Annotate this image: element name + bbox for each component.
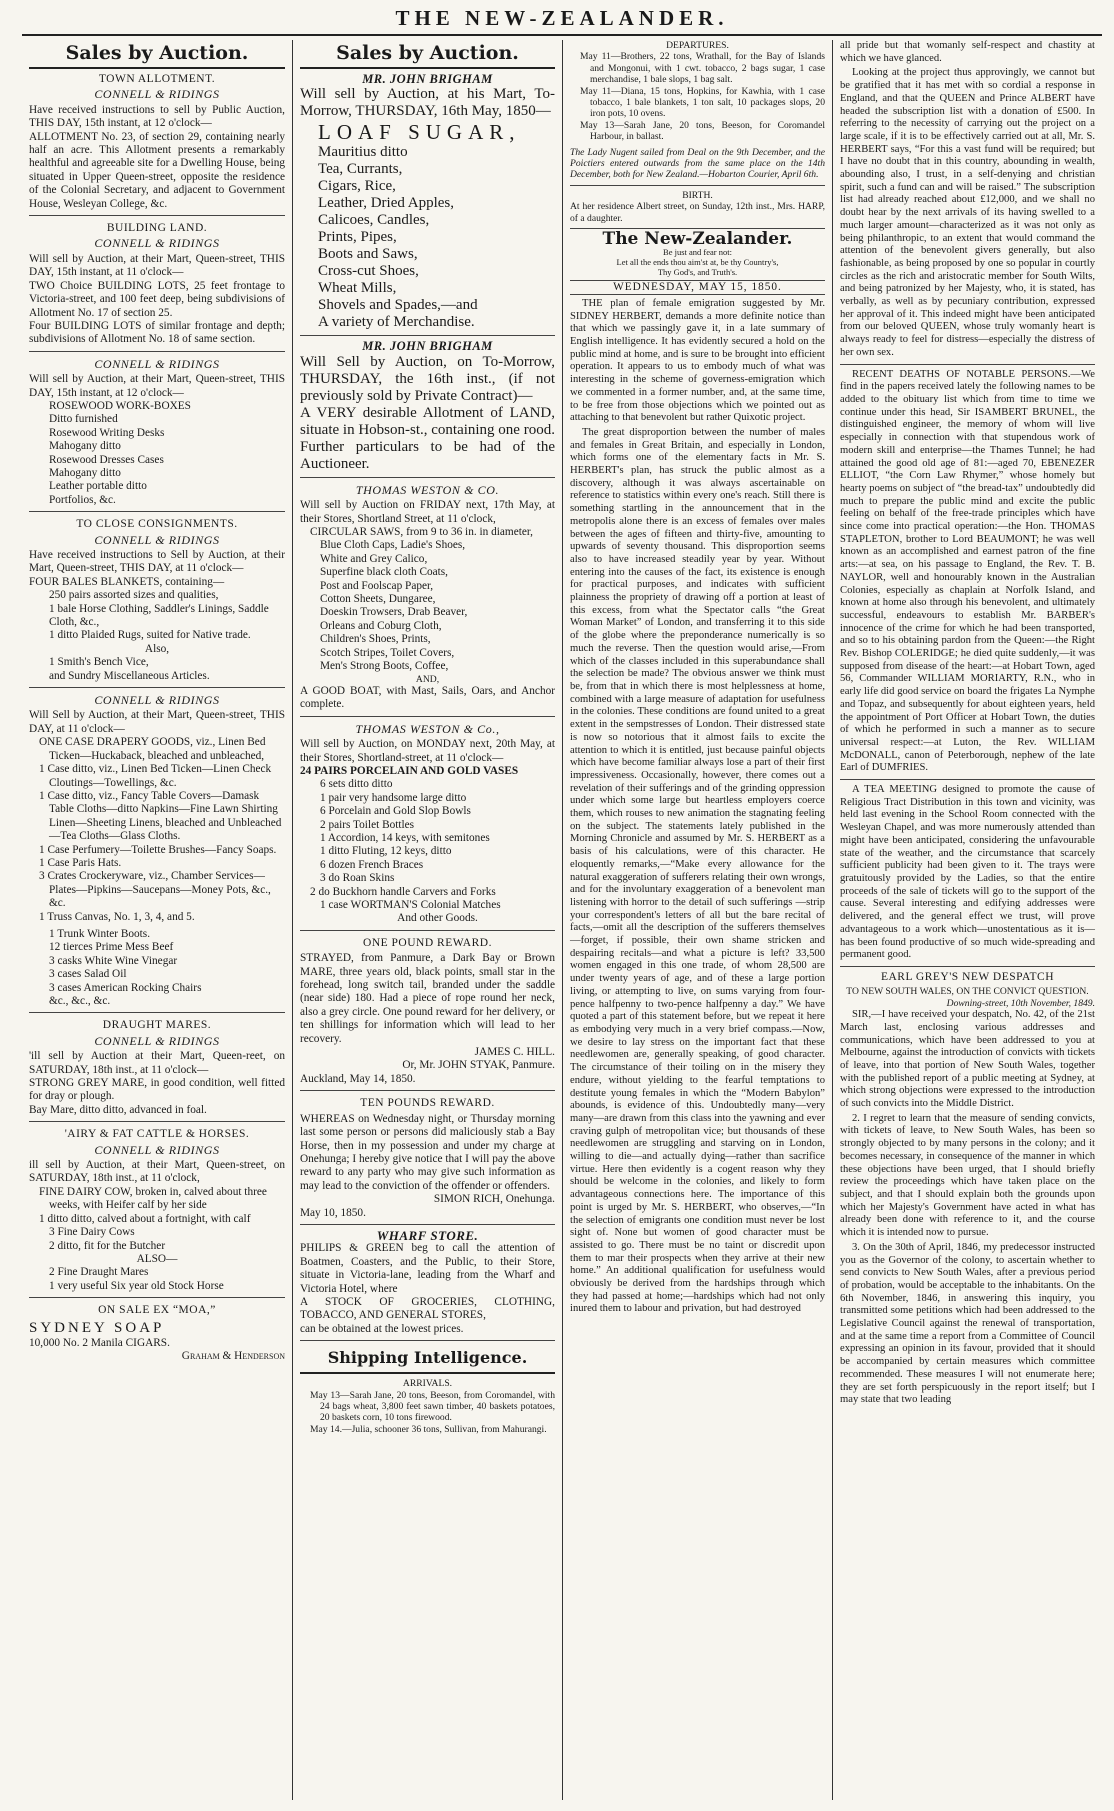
rosewood-ad [29, 351, 285, 507]
list-item: Cotton Sheets, Dungaree, [320, 593, 436, 606]
list-item: 1 Case ditto, viz., Linen Bed Ticken—Linen Check Cloutings—Towellings, &c. [39, 763, 272, 789]
list-item: Post and Foolscap Paper, [320, 579, 434, 592]
divider [840, 966, 1095, 967]
wharf-store-ad [300, 1224, 555, 1336]
ad-body-2: 10,000 No. 2 Manila CIGARS. [29, 1336, 170, 1349]
list-item: Rosewood Writing Desks [49, 426, 165, 439]
ad-intro: ill sell by Auction, at their Mart, Queen-street, on SATURDAY, 18th inst., at 11 o'clock, [29, 1159, 285, 1185]
ad-heading: WHARF STORE. [376, 1227, 479, 1243]
ad-body-3: can be obtained at the lowest prices. [300, 1322, 464, 1335]
article-paragraph: 3. On the 30th of April, 1846, my predecessor instructed you as the Governor of the colony, to ascertain whether to send convicts to New South Wales, after a previous period of probation, would be acceptable to the inhabitants. On the 6th November, 1846, in answering this inquiry, you transmitted some petitions which had been addressed to the Legislative Council against the renewal of transportation, and at the same time a report from a Committee of Council expressing an opinion in its favour, provided that it should be accompanied by certain measures which committee recommended. These measures I will not enumerate here; they are set forth perspicuously in the report itself; but I may state that two leading [840, 1241, 1095, 1406]
arrival-entry: May 13—Sarah Jane, 20 tons, Beeson, from Coromandel, with 24 bags wheat, 3,800 feet sawn timber, 40 baskets potatoes, 20 baskets corn, 10 tons firewood. [310, 1389, 555, 1424]
arrival-entry: May 14.—Julia, schooner 36 tons, Sullivan, from Mahurangi. [310, 1423, 547, 1435]
divider [840, 364, 1095, 365]
columns [22, 40, 1102, 1800]
list-item: CIRCULAR SAWS, from 9 to 36 in. in diameter, [310, 526, 533, 539]
ad-intro: 'ill sell by Auction at their Mart, Queen-reet, on SATURDAY, 18th inst., at 11 o'clock— [29, 1050, 285, 1076]
item-list [29, 656, 285, 683]
brigham-land-ad [300, 335, 555, 472]
auctioneer-name: CONNELL & RIDINGS [94, 236, 220, 251]
soap-cigars-ad [29, 1297, 285, 1363]
list-item: 3 casks White Wine Vinegar [49, 954, 178, 967]
list-item: 250 pairs assorted sizes and qualities, [49, 589, 219, 602]
list-item: Calicoes, Candles, [318, 212, 430, 229]
list-item: 3 Fine Dairy Cows [49, 1226, 135, 1239]
also-label: ALSO— [136, 1252, 178, 1265]
article-paragraph: RECENT DEATHS OF NOTABLE PERSONS.—We find in the papers received lately the following names to be added to the obituary list which from time to time we continue under this head, Sir ISAMBERT BRUNEL, the distinguished engineer, the memory of whom will live especially in connection with that stupendous work of modern skill and enterprise—the Thames Tunnel; he had attained the good old age of 81:—aged 70, EBENEZER ELLIOT, “the Corn Law Rhymer,” whose homely but hearty poems on subject of “the bread-tax” undoubtedly did much to prepare the public mind and excite the public feeling on behalf of the free-trade principles which have since come into practical operation:—the Hon. THOMAS STAPLETON, brother to Lord BEAUMONT; he was well known as an accomplished and earnest patron of the fine arts:—at sea, on his passage to England, the Rev. T. B. NAYLOR, well and honourably known in the Australian Colonies, especially as chaplain at Norfolk Island, and known at home also through his benevolent, and ultimately successful, endeavours to establish Mr. BARBER's innocence of the crime for which he had been transported, and so to his obtaining pardon from the Queen:—the Right Rev. Bishop COLERIDGE; he died quite suddenly,—it was supposed from disease of the heart:—at Hobart Town, aged 56, Commander WILLIAM MORIARTY, R.N., who in early life did good service on board the frigates La Nymphe and Topaz, and subsequently for about eighteen years, held the appointment of Port Officer at Hobart Town, the duties of which he performed in such a manner as to secure universal respect:—at Luton, the Rev. WILLIAM McDONALL, canon of Peterborough, nephew of the late Earl of DUMFRIES. [840, 368, 1095, 774]
ad-body: WHEREAS on Wednesday night, or Thursday morning last some person or persons did maliciously stab a Bay Horse, then in my possession and under my charge at Onehunga; I hereby give notice that I will pay the above reward to any party who may give such information as may lead to the conviction of the offender or offenders. [300, 1112, 555, 1192]
article-paragraph: Looking at the project thus approvingly, we cannot but be gratified that it has met with so cordial a response in England, and that the QUEEN and Prince ALBERT have headed the subscription list with a donation of £500. In referring to the necessity of carrying out the project on a large scale, if it is to be effectively carried out at all, Mr. S. HERBERT says, “For this a vast fund will be required; but I have no doubt that in this country, abounding in wealth, abounding also, I trust, in a self-denying and christian spirit, such a fund can and will be raised.” The subscription list had already reached about £12,000, and we shall no doubt hear by the next arrivals of its having swelled to a much larger amount—characterized as it was not only as being philanthropic, to an extent that would command the attention of the benevolent givers generally, but also fashionable, as being proposed by one so popular in courtly circles as the rich and aristocratic member for South Wilts, and being patronized by her Majesty, who, it is stated, has verbally, as well as by pecuniary contribution, expressed her approval of it. This indeed might have been anticipated from our beloved QUEEN, whose truly womanly heart is always ready to feel for distress—especially the distress of her own sex. [840, 67, 1095, 358]
ad-lead: 24 PAIRS PORCELAIN AND GOLD VASES [300, 764, 519, 777]
auctioneer-name: CONNELL & RIDINGS [94, 532, 220, 547]
auctioneer-name: CONNELL & RIDINGS [94, 1033, 220, 1048]
ad-date: May 10, 1850. [300, 1206, 366, 1219]
dateline: WEDNESDAY, MAY 15, 1850. [570, 280, 825, 295]
list-item: 1 pair very handsome large ditto [320, 791, 467, 804]
list-item: 3 do Roan Skins [320, 872, 395, 885]
draught-mares-ad [29, 1012, 285, 1117]
departure-entry: May 11—Brothers, 22 tons, Wrathall, for the Bay of Islands and Mongonui, with 1 cwt. tobacco, 2 bags sugar, 1 case merchandise, 1 bale slops, 1 bag salt. [580, 51, 825, 86]
list-item: 1 Case Perfumery—Toilette Brushes—Fancy Soaps. [39, 843, 277, 856]
ad-signature: JAMES C. HILL. [474, 1046, 555, 1059]
article-paragraph: 2. I regret to learn that the measure of sending convicts, with tickets of leave, to New South Wales, has been so strongly objected to by many persons in the colony; and it becomes necessary, in consequence of the manner in which these objections have been urged, that I should briefly review the proceedings which have taken place on the subject, and that I should explain both the grounds upon which her Majesty's Government have acted in what has already been done with reference to it, and the course which it is intended now to pursue. [840, 1112, 1095, 1239]
list-item: Children's Shoes, Prints, [320, 633, 431, 646]
masthead: THE NEW-ZEALANDER. [22, 6, 1102, 36]
article-paragraph: THE plan of female emigration suggested by Mr. SIDNEY HERBERT, demands a more definite notice than that which we passingly gave it, in a late summary of English intelligence. It has evidently secured a hold on the public mind at home, and is sure to be brought into efficient operation. It appears to us to embody much of what was interesting in the scheme of governess-emigration which we commented in a former number, and, at the same time, to be free from those objections which we pointed out as attaching to that benevolent but rather Quixotic project. [570, 297, 825, 424]
dairy-cattle-ad [29, 1121, 285, 1293]
list-item: Ditto furnished [49, 413, 118, 426]
list-item: 6 Porcelain and Gold Slop Bowls [320, 805, 471, 818]
editorial-article [570, 298, 825, 1316]
ad-body: PHILIPS & GREEN beg to call the attention of Boatmen, Coasters, and the Public, to their Store, situate in Victoria-lane, leading from the Wharf and Victoria Hotel, where [300, 1242, 555, 1295]
one-pound-reward-ad [300, 930, 555, 1086]
list-item: ONE CASE DRAPERY GOODS, viz., Linen Bed Ticken—Huckaback, bleached and unbleached, [39, 736, 266, 762]
list-item: Rosewood Dresses Cases [49, 453, 164, 466]
despatch-text [840, 1009, 1095, 1407]
list-item: Shovels and Spades,—and [318, 297, 478, 314]
list-item: Mahogany ditto [49, 466, 121, 479]
list-item: Tea, Currants, [318, 161, 403, 178]
ad-intro: Will sell by Auction, at their Mart, Queen-street, THIS DAY, 15th instant, at 12 o'clock— [29, 373, 285, 399]
ad-body: SYDNEY SOAP [29, 1319, 165, 1336]
ad-heading: TO CLOSE CONSIGNMENTS. [76, 518, 238, 531]
item-list [29, 1266, 285, 1293]
motto-line: Let all the ends thou aim'st at, be thy Country's, [616, 256, 779, 267]
despatch-heading: EARL GREY'S NEW DESPATCH [880, 970, 1055, 983]
column-1 [22, 40, 292, 1800]
list-item: 1 Truss Canvas, No. 1, 3, 4, and 5. [39, 910, 195, 923]
ad-lead: FOUR BALES BLANKETS, containing— [29, 575, 225, 588]
list-item: White and Grey Calico, [320, 552, 428, 565]
column-2 [292, 40, 562, 1800]
ad-intro: Will sell by Auction on FRIDAY next, 17th May, at their Stores, Shortland Street, at 11 o'clock, [300, 499, 555, 525]
ad-body: STRAYED, from Panmure, a Dark Bay or Brown MARE, three years old, black points, small star in the forehead, long switch tail, branded under the saddle (near side) 180. Had a piece of rope round her neck, also a grey circle. One pound reward for her delivery, or ten shillings for information which will lead to her recovery. [300, 952, 555, 1045]
departures-label: DEPARTURES. [666, 40, 729, 51]
list-item: Mauritius ditto [318, 144, 408, 161]
auctioneer-name: CONNELL & RIDINGS [94, 356, 220, 371]
item-list [29, 736, 285, 924]
close-consignments-ad [29, 511, 285, 683]
list-item: Doeskin Trowsers, Drab Beaver, [320, 606, 468, 619]
list-item: Prints, Pipes, [318, 229, 397, 246]
list-item: ROSEWOOD WORK-BOXES [49, 399, 191, 412]
auction-banner: Sales by Auction. [300, 42, 555, 69]
article-paragraph: all pride but that womanly self-respect and chastity at which we have glanced. [840, 40, 1095, 64]
list-item: Boots and Saws, [318, 246, 418, 263]
item-list [300, 120, 555, 331]
list-item: 6 sets ditto ditto [320, 778, 393, 791]
ad-intro: Will sell by Auction, on MONDAY next, 20th May, at their Stores, Shortland-street, at 11 o'clock— [300, 738, 555, 764]
editorial-article-continued [840, 40, 1095, 360]
auctioneer-name: THOMAS WESTON & CO. [355, 482, 500, 497]
shipping-intelligence [300, 1340, 555, 1435]
item-list [29, 589, 285, 643]
auctioneer-name: THOMAS WESTON & Co., [355, 721, 500, 736]
brigham-merchandise-ad [300, 73, 555, 331]
list-item: Cross-cut Shoes, [318, 263, 419, 280]
list-item: 1 Smith's Bench Vice, [49, 656, 149, 669]
list-item: Mahogany ditto [49, 440, 121, 453]
ad-body-2: Four BUILDING LOTS of similar frontage and depth; subdivisions of Allotment No. 18 of same section. [29, 319, 285, 346]
list-item: LOAF SUGAR, [318, 120, 521, 145]
list-item: FINE DAIRY COW, broken in, calved about three weeks, with Heifer calf by her side [39, 1185, 267, 1212]
item-list [29, 1186, 285, 1253]
list-item: 1 Case Paris Hats. [39, 856, 122, 869]
ad-body-2: Bay Mare, ditto ditto, advanced in foal. [29, 1103, 207, 1116]
article-paragraph: A TEA MEETING designed to promote the cause of Religious Tract Distribution in this town and vicinity, was held last evening in the School Room connected with the Wesleyan Chapel, and was more numerously attended than might have been anticipated, considering the unfavourable state of the weather, and the circumstance that scarcely sufficient publicity had been given to it. The trays were gratuitously provided by the Ladies, so that the entire proceeds of the sale of tickets will go to the support of the cause. Several interesting and edifying addresses were delivered, and the general effect we trust, will prove advantageous to a work which—unostentatious as it is—has been found productive of so much wide-spreading and permanent good. [840, 784, 1095, 961]
list-item: Cigars, Rice, [318, 178, 396, 195]
list-item: 1 ditto Fluting, 12 keys, ditto [320, 845, 452, 858]
column-3 [562, 40, 832, 1800]
ad-heading: TEN POUNDS REWARD. [360, 1097, 495, 1110]
shipping-banner: Shipping Intelligence. [300, 1347, 555, 1374]
list-item: 1 Case ditto, viz., Fancy Table Covers—Damask Table Cloths—ditto Napkins—Fine Lawn Shirting Linen—Sheeting Linens, bleached and Unbleached—Tea Cloths—Glass Cloths. [39, 789, 282, 843]
despatch-subheading: TO NEW SOUTH WALES, ON THE CONVICT QUESTION. [846, 986, 1089, 998]
list-item: 2 do Buckhorn handle Carvers and Forks [310, 885, 496, 898]
ad-heading: BUILDING LAND. [106, 222, 208, 235]
weston-friday-ad [300, 477, 555, 712]
list-item: Leather, Dried Apples, [318, 195, 455, 212]
ad-intro: Have received instructions to Sell by Auction, at their Mart, Queen-street, THIS DAY, at 11 o'clock— [29, 549, 285, 575]
also-label: Also, [144, 642, 170, 655]
list-item: 1 ditto Plaided Rugs, suited for Native trade. [49, 629, 251, 642]
tea-meeting-item [840, 784, 1095, 962]
ad-body: TWO Choice BUILDING LOTS, 25 feet frontage to Victoria-street, and 100 feet deep, being subdivisions of Allotment No. 17 of section 25. [29, 279, 285, 319]
list-item: 1 ditto ditto, calved about a fortnight, with calf [39, 1212, 251, 1225]
item-list [29, 400, 285, 507]
ad-body: A GOOD BOAT, with Mast, Sails, Oars, and Anchor complete. [300, 684, 555, 711]
ad-body-2: Further particulars to be had of the Auctioneer. [300, 438, 555, 472]
ad-heading: ONE POUND REWARD. [363, 936, 492, 949]
paper-nameplate: The New-Zealander. [602, 229, 793, 250]
ad-signature: Graham & Henderson [181, 1349, 285, 1362]
divider [840, 779, 1095, 780]
ad-body: STRONG GREY MARE, in good condition, well fitted for dray or plough. [29, 1077, 285, 1103]
ad-heading: 'AIRY & FAT CATTLE & HORSES. [64, 1128, 250, 1141]
list-item: 1 case WORTMAN'S Colonial Matches [320, 899, 501, 911]
item-list [300, 526, 555, 673]
birth-notice: At her residence Albert street, on Sunday, 12th inst., Mrs. HARP, of a daughter. [570, 201, 825, 224]
building-land-ad [29, 215, 285, 347]
ad-intro: Will Sell by Auction, at their Mart, Queen-street, THIS DAY, at 11 o'clock— [29, 709, 285, 735]
auctioneer-name: MR. JOHN BRIGHAM [362, 339, 493, 354]
list-item: 1 Trunk Winter Boots. [49, 927, 151, 940]
auctioneer-name: MR. JOHN BRIGHAM [362, 72, 493, 86]
list-item: 1 bale Horse Clothing, Saddler's Linings, Saddle Cloth, &c., [49, 602, 269, 629]
auctioneer-name: CONNELL & RIDINGS [94, 1142, 220, 1157]
ad-intro: Will Sell by Auction, on To-Morrow, THURSDAY, the 16th inst., (if not previously sold by Private Contract)— [300, 353, 555, 404]
auction-banner: Sales by Auction. [29, 42, 285, 69]
departure-entry: May 13—Sarah Jane, 20 tons, Beeson, for Coromandel Harbour, in ballast. [580, 119, 825, 143]
list-item: Men's Strong Boots, Coffee, [320, 660, 449, 673]
list-item: 2 Fine Draught Mares [49, 1266, 149, 1279]
article-paragraph: SIR,—I have received your despatch, No. 42, of the 21st March last, enclosing various addresses and communications, which have been addressed to you at Melbourne, against the introduction of convicts with tickets of leave, into that portion of New South Wales, together with the published report of a public meeting at Sydney, at which strong objections were expressed to the introduction of such convicts into the Middle District. [840, 1009, 1095, 1110]
town-allotment-ad [29, 73, 285, 211]
motto-line: Thy God's, and Truth's. [657, 266, 738, 277]
ad-signature-2: Or, Mr. JOHN STYAK, Panmure. [402, 1059, 555, 1072]
list-item: 2 ditto, fit for the Butcher [49, 1239, 166, 1252]
list-item: Superfine black cloth Coats, [320, 566, 449, 579]
ad-intro: Have received instructions to sell by Public Auction, THIS DAY, 15th instant, at 12 o'clock— [29, 103, 285, 130]
item-list [300, 778, 555, 925]
list-item: Orleans and Coburg Cloth, [320, 619, 442, 632]
list-item: Blue Cloth Caps, Ladie's Shoes, [320, 539, 466, 552]
ad-heading: ON SALE EX “MOA,” [98, 1304, 216, 1317]
ad-intro: Will sell by Auction, at their Mart, Queen-street, THIS DAY, 15th instant, at 11 o'clock— [29, 252, 285, 279]
departure-entry: May 11—Diana, 15 tons, Hopkins, for Kawhia, with 1 case tobacco, 1 bale blankets, 1 ton salt, 10 packages slops, 20 iron pots, 10 ovens. [580, 85, 825, 120]
motto-line: Be just and fear not: [663, 246, 732, 257]
drapery-ad [29, 687, 285, 1008]
ad-heading: DRAUGHT MARES. [102, 1019, 212, 1032]
list-item: Leather portable ditto [49, 480, 147, 493]
list-item: &c., &c., &c. [49, 995, 111, 1007]
ad-heading: TOWN ALLOTMENT. [98, 73, 216, 85]
list-item: 1 very useful Six year old Stock Horse [49, 1279, 224, 1292]
despatch-date: Downing-street, 10th November, 1849. [946, 997, 1095, 1009]
ad-body: ALLOTMENT No. 23, of section 29, containing nearly half an acre. This Allotment presents a remarkably healthful and agreeable site for a Dwelling House, being situated in Upper Queen-street, opposite the residence of the Colonial Secretary, and adjacent to Government House, Wesleyan College, &c. [29, 130, 285, 210]
ad-date: Auckland, May 14, 1850. [300, 1072, 416, 1085]
list-item: 6 dozen French Braces [320, 858, 424, 871]
shipping-note: The Lady Nugent sailed from Deal on the 9th December, and the Poictiers entered outwards from the same place on the 14th December, both for New Zealand.—Hobarton Courier, April 6th. [570, 146, 825, 181]
item-list [29, 928, 285, 1008]
list-item: 3 cases Salad Oil [49, 968, 127, 981]
ad-signature: SIMON RICH, Onehunga. [433, 1193, 555, 1206]
list-item: 2 pairs Toilet Bottles [320, 818, 415, 831]
list-item: 3 cases American Rocking Chairs [49, 981, 202, 994]
ad-body-2: A STOCK OF GROCERIES, CLOTHING, TOBACCO, AND GENERAL STORES, [300, 1295, 555, 1322]
ad-body: A VERY desirable Allotment of LAND, situate in Hobson-st., containing one rood. [300, 404, 555, 438]
list-item: Scotch Stripes, Toilet Covers, [320, 646, 455, 659]
article-paragraph: The great disproportion between the number of males and females in Great Britain, and especially in London, which forms one of the elementary facts in Mr. S. HERBERT's plan, has struck the public almost as a discovery, although it was always ascertainable on reference to statistics within every one's reach. Still there is something startling in the announcement that in the metropolis alone there is an excess of females over males between the ages of fifteen and thirty-five, amounting to upwards of seventy thousand. This disproportion seems also to have increased steadily year by year. Without entering into the causes of the fact, its existence is enough for practical purposes, and indicates with sufficient plainness the propriety of drawing off a portion at least of this excess, from what the Spectator calls “the Great Woman Market” of London, and transferring it to this side of the globe where the preponderance numerically is so much the reverse. Then the question would arise,—From which of the classes included in this superabundance shall the selection be made? The obvious answer we think must be, from that in which there is most helplessness at home, combined with a large measure of adaptation for usefulness in the colonies. These conditions are found united to a great extent in the sempstresses of London. Their distressed state is now so notorious that it almost fails to excite the attention to which it is entitled, just because painful objects which have become familiar always lose a part of their first impressiveness. Occasionally, however, there comes out a revelation of their sufferings and of the grinding oppression under which some large but heartless employers coerce them, which rouses to new animation the stagnating feeling on the subject. The statements lately published in the Morning Chronicle and assumed by Mr. S. HERBERT as a basis of his calculations, were of this character. He eloquently remarks,—“Make every allowance for the natural exaggeration of sufferers relating their own wrongs, and for the involuntary exaggeration of a benevolent man listening with horror to the detail of such sufferings —strip your correspondent's letters of all but the bare recital of facts,—omit all the description of the sufferers themselves—forget, if possible, their own shame stricken and despairing recitals—and what a picture is left? 33,500 women engaged in this one trade, of whom 28,500 are under twenty years of age, and of these a large portion living, or attempting to live, on sums varying from four-pence halfpenny to two-pence halfpenny a day.” We have quoted a part of this statement before, but we repeat it here as embodying very much in a very brief compass.—Now, we desire to lay stress on the important fact that these needlewomen are, generally speaking, of good character. The circumstance of their toiling on in the misery they endure, without yielding to the fearful temptations to destitute young females in which the “Modern Babylon” abounds, is evidence of this. Undoubtedly many—very many—are drawn from this class into the yawning and ever craving gulph of metropolitan vice; but thousands of these needlewomen are struggling and starving on in London, willing to die—and actually dying—rather than sacrifice virtue. Here then evidently is a cogent reason why they should be welcome in the colonies, and likely to form advantageous connections here. The importance of this point is urged by Mr. S. HERBERT, who observes,—“In the selection of emigrants one condition must never be lost sight of. None but women of good character must be assisted to go. There must be no taint or discredit upon them to mar their prospects when they arrive at their new home.” An additional qualification for usefulness would obviously be derived from the hardships through which they had passed at home;—hardships which had not only inured them to labour and privation, but had destroyed [570, 426, 825, 1315]
auctioneer-name: CONNELL & RIDINGS [94, 87, 220, 102]
list-item: 1 Accordion, 14 keys, with semitones [320, 831, 490, 844]
list-item: and Sundry Miscellaneous Articles. [49, 669, 210, 682]
column-4 [832, 40, 1102, 1800]
and-label: AND, [415, 673, 440, 685]
arrivals-label: ARRIVALS. [402, 1378, 453, 1390]
ten-pounds-reward-ad [300, 1090, 555, 1220]
weston-monday-ad [300, 716, 555, 926]
list-item: 12 tierces Prime Mess Beef [49, 941, 174, 954]
list-item: 3 Crates Crockeryware, viz., Chamber Services—Plates—Pipkins—Saucepans—Money Pots, &c., &c. [39, 870, 271, 910]
list-item: A variety of Merchandise. [318, 314, 475, 331]
list-item: Wheat Mills, [318, 280, 397, 297]
list-item: Portfolios, &c. [49, 493, 116, 506]
auctioneer-name: CONNELL & RIDINGS [94, 693, 220, 708]
birth-heading: BIRTH. [682, 189, 713, 201]
notable-deaths-item [840, 369, 1095, 776]
ad-intro: Will sell by Auction, at his Mart, To-Morrow, THURSDAY, 16th May, 1850— [300, 86, 555, 120]
divider [570, 185, 825, 186]
list-item: And other Goods. [397, 912, 478, 925]
